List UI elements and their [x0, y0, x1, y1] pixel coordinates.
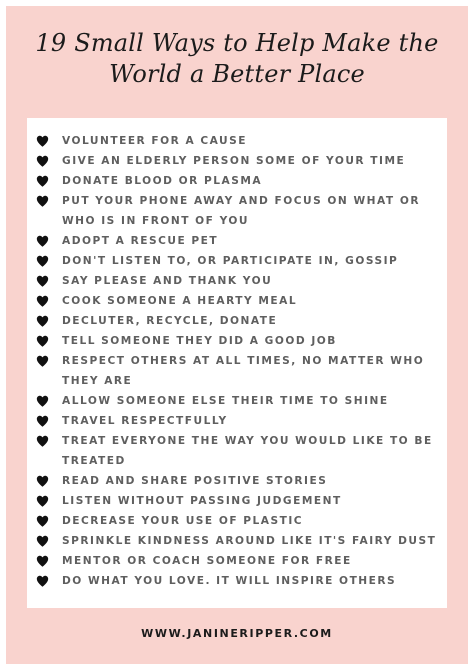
list-item	[35, 551, 445, 571]
list-item-line: COOK SOMEONE A HEARTY MEAL	[62, 295, 298, 307]
list-item	[35, 291, 445, 311]
list-item-line: TREAT EVERYONE THE WAY YOU WOULD LIKE TO BE	[62, 435, 433, 447]
list-item-text	[62, 571, 396, 591]
heart-icon	[35, 391, 49, 411]
list-item-line: ALLOW SOMEONE ELSE THEIR TIME TO SHINE	[62, 395, 389, 407]
list-item-line: TELL SOMEONE THEY DID A GOOD JOB	[62, 335, 337, 347]
list-item	[35, 251, 445, 271]
list-item-text	[62, 151, 405, 171]
list-item-text	[62, 391, 389, 411]
list-item	[35, 511, 445, 531]
list-item-line: SAY PLEASE AND THANK YOU	[62, 275, 273, 287]
heart-icon	[35, 171, 49, 191]
list-item-text	[62, 511, 303, 531]
list-item	[35, 311, 445, 331]
heart-icon	[35, 351, 49, 371]
heart-icon	[35, 531, 49, 551]
list-item	[35, 171, 445, 191]
list-item-line: READ AND SHARE POSITIVE STORIES	[62, 475, 328, 487]
list-item-line: DO WHAT YOU LOVE. IT WILL INSPIRE OTHERS	[62, 575, 397, 587]
list-item-text	[62, 491, 342, 511]
website-url: WWW.JANINERIPPER.COM	[141, 627, 333, 640]
list-item	[35, 431, 445, 471]
title-line-2: World a Better Place	[109, 60, 365, 88]
heart-icon	[35, 331, 49, 351]
list-item-line: VOLUNTEER FOR A CAUSE	[62, 135, 247, 147]
list-item-text	[62, 251, 398, 271]
list-item-line: TREATED	[62, 455, 126, 467]
list-item-text	[62, 471, 327, 491]
list-item	[35, 531, 445, 551]
list-item	[35, 391, 445, 411]
list-item-line: DECREASE YOUR USE OF PLASTIC	[62, 515, 304, 527]
list-item	[35, 491, 445, 511]
list-item-line: GIVE AN ELDERLY PERSON SOME OF YOUR TIME	[62, 155, 406, 167]
heart-icon	[35, 231, 49, 251]
heart-icon	[35, 571, 49, 591]
list-item	[35, 151, 445, 171]
list-item	[35, 471, 445, 491]
page-title	[0, 28, 474, 90]
kindness-list	[35, 131, 445, 591]
title-line-1: 19 Small Ways to Help Make the	[35, 29, 439, 57]
list-item-line: DONATE BLOOD OR PLASMA	[62, 175, 263, 187]
list-item-line: DECLUTER, RECYCLE, DONATE	[62, 315, 278, 327]
heart-icon	[35, 251, 49, 271]
list-item-text	[62, 191, 420, 231]
list-item	[35, 331, 445, 351]
list-item-text	[62, 131, 247, 151]
list-item-line: DON'T LISTEN TO, OR PARTICIPATE IN, GOSSIP	[62, 255, 399, 267]
list-item	[35, 571, 445, 591]
heart-icon	[35, 291, 49, 311]
heart-icon	[35, 511, 49, 531]
list-item-text	[62, 551, 352, 571]
list-item-text	[62, 411, 228, 431]
heart-icon	[35, 191, 49, 211]
list-item-line: THEY ARE	[62, 375, 133, 387]
heart-icon	[35, 431, 49, 451]
list-item-text	[62, 531, 436, 551]
list-item	[35, 411, 445, 431]
list-item-line: MENTOR OR COACH SOMEONE FOR FREE	[62, 555, 352, 567]
list-item-line: LISTEN WITHOUT PASSING JUDGEMENT	[62, 495, 342, 507]
list-item	[35, 231, 445, 251]
list-item-line: RESPECT OTHERS AT ALL TIMES, NO MATTER WHO	[62, 355, 425, 367]
heart-icon	[35, 471, 49, 491]
list-item	[35, 271, 445, 291]
list-item	[35, 191, 445, 231]
list-item-text	[62, 271, 272, 291]
list-item-line: SPRINKLE KINDNESS AROUND LIKE IT'S FAIRY DUST	[62, 535, 437, 547]
list-item-text	[62, 311, 277, 331]
list-item-line: TRAVEL RESPECTFULLY	[62, 415, 228, 427]
heart-icon	[35, 311, 49, 331]
heart-icon	[35, 491, 49, 511]
heart-icon	[35, 411, 49, 431]
list-item-text	[62, 291, 297, 311]
list-item-text	[62, 171, 262, 191]
list-item-text	[62, 231, 218, 251]
heart-icon	[35, 131, 49, 151]
list-item-line: PUT YOUR PHONE AWAY AND FOCUS ON WHAT OR	[62, 195, 420, 207]
list-item-text	[62, 431, 433, 471]
list-item	[35, 131, 445, 151]
list-item-text	[62, 331, 337, 351]
list-item	[35, 351, 445, 391]
heart-icon	[35, 551, 49, 571]
list-item-text	[62, 351, 424, 391]
list-item-line: WHO IS IN FRONT OF YOU	[62, 215, 250, 227]
heart-icon	[35, 271, 49, 291]
heart-icon	[35, 151, 49, 171]
list-item-line: ADOPT A RESCUE PET	[62, 235, 219, 247]
